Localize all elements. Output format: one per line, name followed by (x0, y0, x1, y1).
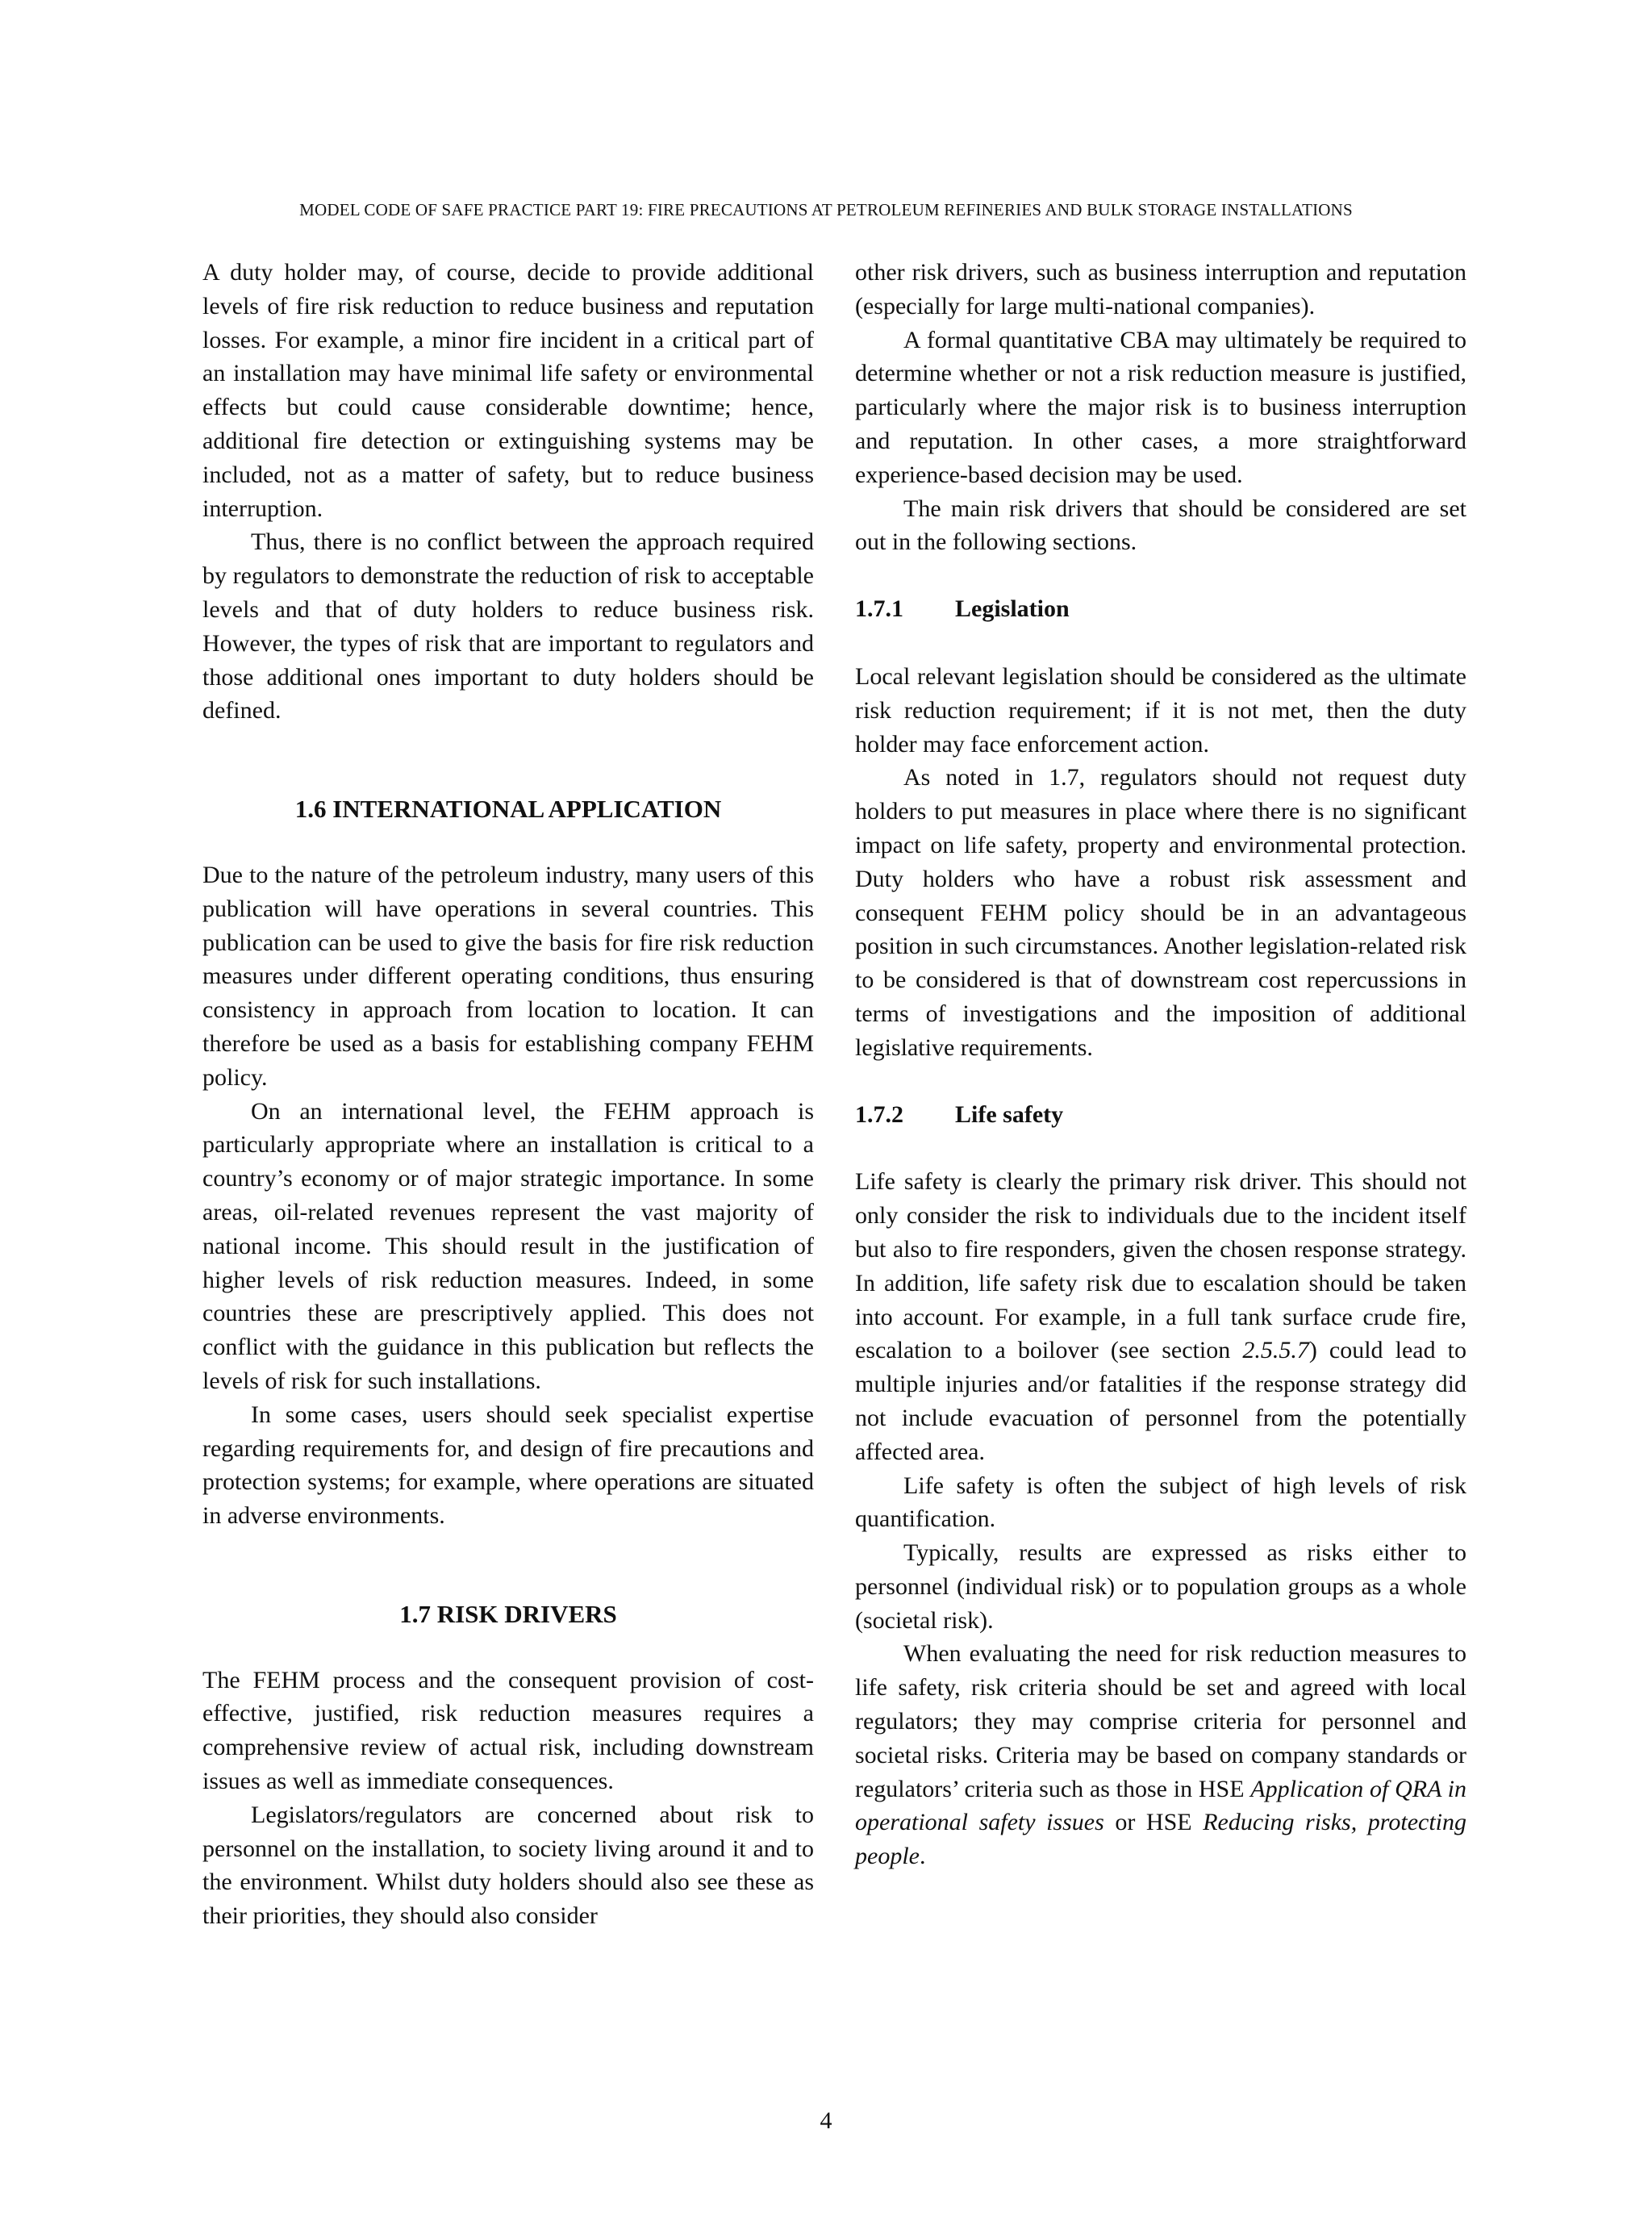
publication-title: Application of QRA in operational safety issues (855, 1775, 1466, 1836)
section-heading-1-7: 1.7 RISK DRIVERS (399, 1599, 617, 1628)
subsection-number: 1.7.1 (855, 595, 903, 623)
paragraph (855, 1637, 1466, 1873)
publication-title: Reducing risks, protecting people (855, 1809, 1466, 1870)
paragraph: Legislators/regulators are concerned about risk to personnel on the installation, to society living around it and to the environment. Whilst duty holders should also see these as their priorities, they should also consider (202, 1801, 814, 1930)
right-column (855, 256, 1466, 1873)
text-run: When evaluating the need for risk reduction measures to life safety, risk criteria should be set and agreed with local regulators; they may comprise criteria for personnel and societal risks. Criteria may be based on company standards or regulators’ criteria such as those in HSE (855, 1640, 1466, 1802)
paragraph: The main risk drivers that should be considered are set out in the following sections. (855, 495, 1466, 556)
section-heading-1-6: 1.6 INTERNATIONAL APPLICATION (294, 795, 722, 824)
paragraph: As noted in 1.7, regulators should not request duty holders to put measures in place where there is no significant impact on life safety, property and environmental protection. Duty holders who have a robust risk assessment and consequent FEHM policy should be in an advantageous position in such circumstances. Another legislation-related risk to be considered is that of downstream cost repercussions in terms of investigations and the imposition of additional legislative requirements. (855, 764, 1466, 1061)
subsection-title: Legislation (955, 595, 1070, 623)
paragraph: Life safety is often the subject of high levels of risk quantification. (855, 1472, 1466, 1533)
paragraph: A formal quantitative CBA may ultimately be required to determine whether or not a risk reduction measure is justified, particularly where the major risk is to business interruption and reputation. In other cases, a more straightforward experience-based decision may be used. (855, 326, 1466, 488)
subsection-heading-1-7-2 (855, 1098, 1466, 1132)
paragraph: Local relevant legislation should be considered as the ultimate risk reduction requirement; if it is not met, then the duty holder may face enforcement action. (855, 662, 1466, 758)
paragraph: Typically, results are expressed as risks either to personnel (individual risk) or to population groups as a whole (societal risk). (855, 1539, 1466, 1634)
paragraph: In some cases, users should seek specialist expertise regarding requirements for, and design of fire precautions and protection systems; for example, where operations are situated in adverse environments. (202, 1401, 814, 1530)
text-run: . (919, 1843, 926, 1870)
paragraph: other risk drivers, such as business interruption and reputation (especially for large multi-national companies). (855, 259, 1466, 319)
page-number: 4 (820, 2107, 832, 2134)
running-header: MODEL CODE OF SAFE PRACTICE PART 19: FIRE PRECAUTIONS AT PETROLEUM REFINERIES AND BULK STORAGE INSTALLATIONS (299, 200, 1353, 219)
text-run: ) could lead to multiple injuries and/or fatalities if the response strategy did not include evacuation of personnel from the potentially affected area. (855, 1337, 1466, 1465)
paragraph: The FEHM process and the consequent provision of cost-effective, justified, risk reduction measures requires a comprehensive review of actual risk, including downstream issues as well as immediate consequences. (202, 1666, 814, 1795)
subsection-heading-1-7-1 (855, 592, 1466, 626)
text-run: or HSE (1103, 1809, 1204, 1836)
subsection-title: Life safety (955, 1100, 1064, 1128)
paragraph: A duty holder may, of course, decide to provide additional levels of fire risk reduction to reduce business and reputation losses. For example, a minor fire incident in a critical part of an installation may have minimal life safety or environmental effects but could cause considerable downtime; hence, additional fire detection or extinguishing systems may be included, not as a matter of safety, but to reduce business interruption. (202, 259, 814, 522)
subsection-number: 1.7.2 (855, 1100, 903, 1128)
paragraph: Thus, there is no conflict between the approach required by regulators to demonstrate the reduction of risk to acceptable levels and that of duty holders to reduce business risk. However, the types of risk that are important to regulators and those additional ones important to duty holders should be defined. (202, 528, 814, 724)
text-run: Life safety is clearly the primary risk driver. This should not only consider the risk to individuals due to the incident itself but also to fire responders, given the chosen response strategy. In addition, life safety risk due to escalation should be taken into account. For example, in a full tank surface crude fire, escalation to a boilover (see section (855, 1168, 1466, 1364)
paragraph (855, 1165, 1466, 1468)
left-column (202, 256, 814, 1933)
paragraph: Due to the nature of the petroleum industry, many users of this publication will have operations in several countries. This publication can be used to give the basis for fire risk reduction measures under different operating conditions, thus ensuring consistency in approach from location to location. It can therefore be used as a basis for establishing company FEHM policy. (202, 861, 814, 1091)
paragraph: On an international level, the FEHM approach is particularly appropriate where an installation is critical to a country’s economy or of major strategic importance. In some areas, oil-related revenues represent the vast majority of national income. This should result in the justification of higher levels of risk reduction measures. Indeed, in some countries these are prescriptively applied. This does not conflict with the guidance in this publication but reflects the levels of risk for such installations. (202, 1097, 814, 1394)
section-reference: 2.5.5.7 (1242, 1337, 1309, 1364)
